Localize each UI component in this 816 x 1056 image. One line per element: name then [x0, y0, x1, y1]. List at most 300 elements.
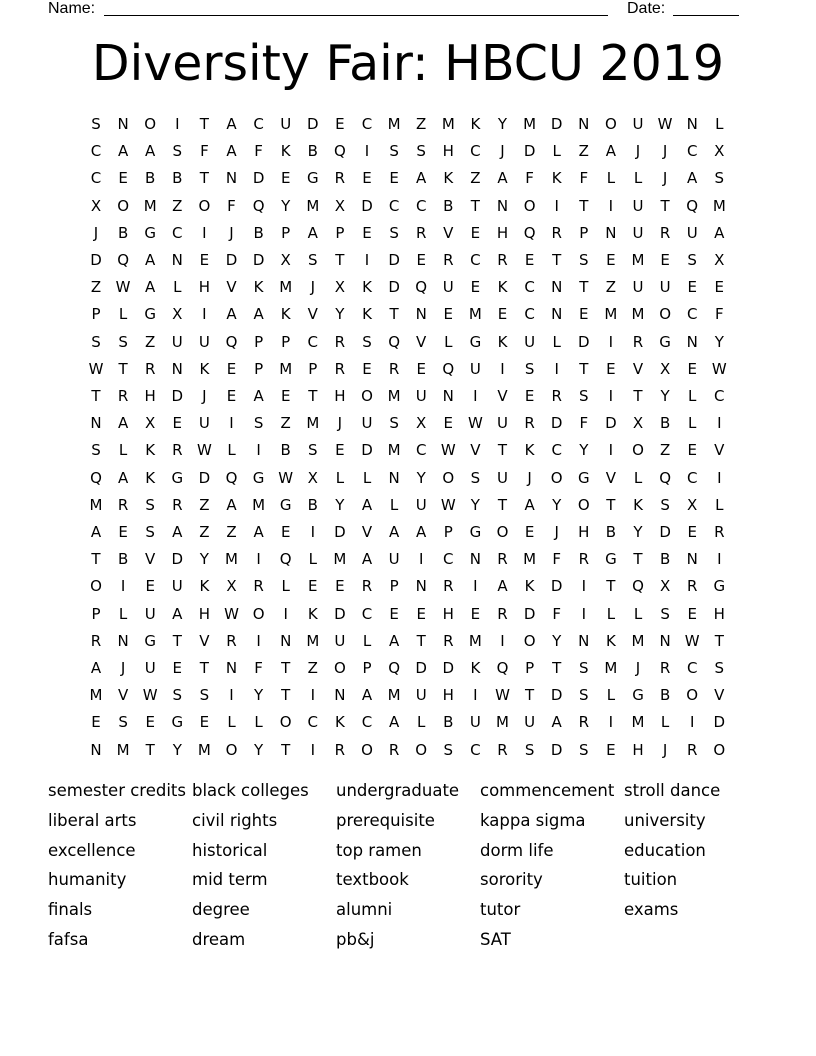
grid-letter: C [307, 713, 319, 732]
grid-letter: D [388, 251, 400, 269]
grid-letter: W [711, 359, 727, 378]
grid-letter: L [606, 686, 616, 705]
grid-letter: I [283, 604, 288, 623]
grid-letter: S [687, 251, 697, 269]
grid-letter: C [388, 196, 400, 215]
grid-letter: J [310, 278, 316, 297]
grid-letter: I [120, 577, 126, 596]
grid-letter: Q [442, 359, 455, 378]
grid-letter: G [605, 550, 617, 569]
grid-row [0, 383, 816, 410]
grid-letter: L [335, 468, 345, 487]
word-bank-item: undergraduate [336, 781, 460, 800]
grid-letter: N [280, 631, 292, 650]
grid-letter: U [415, 495, 427, 514]
grid-letter: I [473, 686, 478, 705]
grid-letter: E [118, 169, 128, 188]
grid-letter: Z [172, 196, 183, 215]
grid-row [0, 546, 816, 573]
grid-letter: Z [90, 278, 102, 297]
grid-letter: E [280, 387, 291, 405]
grid-letter: X [632, 414, 644, 433]
grid-letter: L [308, 550, 317, 569]
grid-letter: V [145, 550, 156, 569]
grid-letter: A [388, 713, 400, 732]
grid-letter: P [254, 332, 264, 351]
grid-letter: O [198, 196, 211, 215]
grid-letter: U [469, 359, 481, 378]
grid-letter: R [388, 740, 400, 759]
grid-letter: T [281, 740, 291, 759]
grid-letter: A [714, 223, 725, 242]
grid-letter: X [714, 142, 725, 161]
grid-letter: E [172, 659, 183, 677]
grid-letter: S [579, 740, 589, 759]
grid-letter: N [551, 305, 563, 324]
grid-letter: D [361, 441, 373, 460]
grid-letter: J [229, 223, 234, 242]
grid-letter: E [660, 251, 670, 269]
grid-row [0, 193, 816, 220]
grid-letter: H [334, 387, 346, 405]
grid-letter: E [606, 359, 616, 378]
grid-letter: S [91, 441, 101, 460]
grid-letter: S [172, 686, 183, 705]
grid-letter: U [361, 414, 373, 433]
grid-letter: U [171, 577, 183, 596]
grid-letter: C [686, 142, 698, 161]
grid-letter: K [524, 441, 535, 460]
grid-letter: R [632, 332, 644, 351]
grid-letter: I [500, 631, 505, 650]
grid-letter: T [633, 387, 643, 405]
grid-letter: N [388, 468, 400, 487]
grid-letter: S [362, 332, 372, 351]
grid-letter: I [717, 550, 722, 569]
grid-letter: I [717, 468, 722, 487]
grid-letter: K [253, 278, 264, 297]
grid-row [0, 628, 816, 655]
grid-letter: F [200, 142, 209, 161]
grid-row [0, 573, 816, 600]
grid-letter: R [361, 577, 373, 596]
grid-row [0, 519, 816, 546]
grid-letter: Q [496, 659, 509, 677]
grid-letter: L [606, 604, 616, 623]
grid-letter: B [443, 713, 454, 732]
grid-letter: U [524, 332, 536, 351]
grid-letter: A [416, 523, 427, 541]
grid-letter: M [468, 631, 482, 650]
grid-letter: J [635, 142, 641, 161]
grid-letter: S [308, 441, 318, 460]
grid-letter: M [631, 305, 645, 324]
grid-letter: M [523, 550, 537, 569]
grid-letter: B [307, 142, 318, 161]
grid-letter: D [550, 740, 563, 759]
grid-letter: T [579, 278, 589, 297]
grid-letter: S [389, 414, 399, 433]
grid-letter: G [713, 577, 726, 596]
grid-letter: E [470, 604, 481, 623]
grid-letter: M [197, 740, 211, 759]
grid-letter: C [415, 196, 427, 215]
grid-letter: R [524, 414, 535, 433]
grid-letter: N [225, 659, 238, 677]
grid-letter: D [713, 713, 726, 732]
grid-letter: V [632, 359, 644, 378]
grid-letter: R [117, 387, 129, 405]
grid-letter: B [280, 441, 291, 460]
grid-letter: L [281, 577, 290, 596]
grid-letter: L [715, 115, 724, 133]
grid-letter: Y [552, 495, 562, 514]
date-blank-line[interactable] [673, 15, 739, 16]
grid-letter: R [172, 441, 183, 460]
grid-letter: R [226, 631, 237, 650]
grid-letter: L [118, 441, 128, 460]
grid-letter: E [199, 713, 210, 732]
page-title: Diversity Fair: HBCU 2019 [91, 35, 725, 92]
grid-letter: N [171, 359, 183, 378]
grid-letter: X [307, 468, 318, 487]
grid-letter: M [496, 713, 509, 732]
grid-letter: E [524, 387, 535, 405]
grid-letter: U [442, 278, 454, 297]
grid-letter: D [415, 659, 427, 677]
grid-letter: C [415, 441, 427, 460]
grid-letter: U [388, 550, 400, 569]
grid-letter: P [91, 604, 101, 623]
grid-letter: E [145, 577, 155, 596]
grid-letter: M [387, 387, 401, 405]
grid-letter: Q [632, 577, 644, 596]
grid-letter: P [443, 523, 453, 541]
grid-letter: S [389, 223, 399, 242]
grid-letter: C [686, 468, 698, 487]
grid-letter: E [335, 577, 345, 596]
grid-letter: C [714, 387, 725, 405]
grid-letter: R [659, 223, 671, 242]
grid-letter: E [280, 169, 291, 188]
grid-letter: D [659, 523, 671, 541]
grid-letter: S [253, 414, 264, 433]
grid-letter: Y [470, 495, 480, 514]
grid-letter: K [280, 305, 291, 324]
grid-letter: I [310, 686, 316, 705]
grid-letter: R [443, 631, 454, 650]
grid-letter: E [714, 278, 725, 297]
grid-letter: I [202, 223, 207, 242]
grid-letter: U [144, 604, 156, 623]
grid-letter: H [144, 387, 156, 405]
grid-letter: R [443, 251, 454, 269]
grid-letter: L [552, 142, 561, 161]
grid-letter: L [118, 604, 128, 623]
word-bank-item: civil rights [192, 810, 278, 830]
grid-letter: N [415, 577, 427, 596]
grid-row [0, 301, 816, 328]
grid-letter: I [175, 115, 180, 133]
grid-letter: M [89, 495, 103, 514]
grid-letter: B [117, 223, 129, 242]
grid-letter: Z [199, 495, 210, 514]
grid-letter: U [686, 223, 698, 242]
grid-letter: T [497, 495, 508, 514]
grid-letter: P [91, 305, 101, 324]
grid-row [0, 138, 816, 165]
grid-letter: L [362, 631, 372, 650]
grid-letter: R [144, 359, 156, 378]
grid-letter: T [579, 196, 589, 215]
grid-row [0, 220, 816, 247]
grid-letter: L [633, 468, 643, 487]
grid-letter: X [334, 196, 346, 215]
grid-letter: K [199, 577, 210, 596]
grid-letter: N [496, 196, 509, 215]
grid-letter: R [659, 659, 671, 677]
grid-letter: I [608, 387, 614, 405]
grid-row [0, 737, 816, 764]
grid-letter: U [198, 414, 210, 433]
grid-letter: T [633, 550, 643, 569]
grid-letter: Q [659, 468, 671, 487]
grid-letter: P [389, 577, 399, 596]
grid-letter: D [90, 251, 102, 269]
grid-letter: A [145, 251, 156, 269]
grid-letter: T [199, 115, 209, 133]
grid-letter: L [660, 713, 670, 732]
grid-letter: P [281, 332, 291, 351]
grid-letter: V [199, 631, 210, 650]
grid-letter: N [117, 631, 129, 650]
grid-letter: J [635, 659, 641, 677]
grid-letter: C [686, 305, 698, 324]
grid-letter: W [142, 686, 158, 705]
grid-letter: O [496, 523, 509, 541]
grid-letter: N [605, 223, 617, 242]
grid-letter: I [256, 441, 261, 460]
grid-letter: M [387, 441, 401, 460]
grid-letter: T [172, 631, 182, 650]
grid-row [0, 655, 816, 682]
grid-letter: T [281, 659, 291, 677]
grid-letter: G [279, 495, 292, 514]
grid-letter: Z [280, 414, 291, 433]
grid-letter: O [90, 577, 102, 596]
grid-letter: Z [605, 278, 617, 297]
grid-letter: I [581, 577, 587, 596]
grid-letter: X [714, 251, 725, 269]
grid-letter: M [604, 305, 618, 324]
grid-letter: U [171, 332, 183, 351]
word-bank-item: SAT [480, 930, 511, 949]
grid-letter: Y [281, 196, 291, 215]
grid-letter: G [469, 523, 482, 541]
grid-letter: B [117, 550, 129, 569]
grid-letter: B [307, 495, 318, 514]
grid-letter: E [606, 740, 616, 759]
grid-letter: A [226, 305, 237, 324]
grid-letter: O [632, 441, 644, 460]
grid-letter: M [143, 196, 157, 215]
grid-letter: I [500, 359, 505, 378]
grid-letter: O [523, 196, 536, 215]
grid-letter: I [608, 196, 614, 215]
grid-letter: C [90, 142, 102, 161]
word-bank-item: fafsa [48, 930, 89, 949]
grid-letter: E [524, 251, 535, 269]
grid-letter: T [660, 196, 670, 215]
grid-letter: S [91, 332, 101, 351]
word-bank-item: black colleges [192, 781, 309, 800]
grid-letter: C [524, 305, 535, 324]
grid-letter: I [364, 251, 370, 269]
grid-letter: A [253, 523, 264, 541]
grid-letter: U [632, 196, 644, 215]
grid-letter: O [577, 495, 590, 514]
grid-letter: L [362, 468, 372, 487]
grid-letter: E [280, 523, 291, 541]
grid-letter: C [470, 142, 481, 161]
grid-letter: A [90, 523, 102, 541]
grid-letter: H [198, 604, 211, 623]
grid-letter: O [550, 468, 563, 487]
grid-letter: J [662, 740, 668, 759]
grid-row [0, 410, 816, 437]
grid-letter: M [631, 631, 645, 650]
word-bank-item: prerequisite [336, 810, 435, 830]
grid-letter: O [604, 115, 617, 133]
grid-letter: D [605, 414, 617, 433]
grid-letter: O [713, 740, 726, 759]
grid-letter: E [687, 359, 697, 378]
grid-letter: A [497, 169, 508, 188]
grid-letter: K [470, 115, 481, 133]
grid-letter: S [714, 659, 725, 677]
grid-letter: Q [225, 332, 238, 351]
grid-letter: N [578, 631, 590, 650]
grid-letter: I [310, 740, 316, 759]
grid-letter: F [714, 305, 724, 324]
grid-letter: E [362, 223, 372, 242]
grid-letter: R [686, 740, 698, 759]
grid-letter: R [714, 523, 725, 541]
grid-letter: N [686, 550, 698, 569]
grid-letter: H [713, 604, 725, 623]
name-blank-line[interactable] [104, 15, 608, 16]
grid-letter: B [659, 414, 671, 433]
grid-letter: I [473, 577, 478, 596]
grid-letter: D [225, 251, 238, 269]
grid-letter: R [172, 495, 183, 514]
grid-letter: S [145, 523, 155, 541]
grid-letter: E [145, 713, 155, 732]
grid-letter: F [254, 659, 263, 677]
grid-letter: R [253, 577, 264, 596]
grid-letter: J [554, 523, 559, 541]
grid-letter: K [470, 659, 481, 677]
grid-letter: D [171, 550, 184, 569]
grid-letter: C [307, 332, 319, 351]
grid-letter: Q [388, 332, 400, 351]
grid-letter: X [416, 414, 427, 433]
grid-letter: D [550, 577, 563, 596]
grid-letter: H [442, 604, 454, 623]
grid-letter: E [362, 169, 372, 188]
grid-letter: J [93, 223, 99, 242]
grid-letter: S [579, 686, 589, 705]
word-bank-item: tutor [480, 900, 521, 920]
grid-letter: M [631, 251, 645, 269]
grid-letter: P [281, 223, 291, 242]
grid-letter: K [280, 142, 291, 161]
grid-letter: D [550, 686, 563, 705]
grid-letter: O [686, 686, 699, 705]
grid-letter: A [361, 495, 373, 514]
grid-letter: I [473, 387, 478, 405]
grid-letter: Y [579, 441, 589, 460]
grid-letter: M [712, 196, 726, 215]
grid-letter: U [144, 659, 156, 677]
grid-row [0, 682, 816, 709]
grid-letter: O [279, 713, 292, 732]
grid-letter: J [120, 659, 126, 677]
grid-letter: R [334, 359, 346, 378]
grid-letter: G [144, 223, 156, 242]
grid-letter: Z [659, 441, 671, 460]
grid-letter: E [226, 387, 237, 405]
grid-letter: M [306, 196, 320, 215]
grid-letter: L [173, 278, 182, 297]
grid-letter: T [497, 441, 508, 460]
grid-letter: S [524, 740, 535, 759]
grid-letter: G [469, 332, 482, 351]
grid-letter: P [362, 659, 372, 677]
grid-letter: F [579, 414, 589, 433]
grid-letter: Z [145, 332, 156, 351]
grid-letter: V [307, 305, 318, 324]
grid-letter: M [116, 740, 130, 759]
word-bank-item: finals [48, 900, 93, 920]
grid-row [0, 465, 816, 492]
grid-letter: C [686, 659, 698, 677]
grid-letter: N [578, 115, 590, 133]
grid-letter: A [361, 686, 373, 705]
grid-letter: H [198, 278, 211, 297]
grid-letter: Q [279, 550, 292, 569]
grid-letter: D [523, 604, 536, 623]
grid-letter: R [497, 740, 508, 759]
grid-letter: Z [470, 169, 481, 188]
grid-letter: G [144, 631, 156, 650]
grid-letter: C [470, 251, 481, 269]
grid-letter: D [307, 115, 319, 133]
grid-letter: T [335, 251, 345, 269]
grid-letter: M [306, 631, 320, 650]
grid-letter: B [659, 550, 671, 569]
grid-letter: T [525, 686, 535, 705]
grid-letter: E [389, 604, 399, 623]
grid-letter: U [334, 631, 346, 650]
grid-letter: F [552, 550, 561, 569]
grid-letter: L [552, 332, 561, 351]
grid-letter: X [659, 577, 671, 596]
grid-letter: M [631, 713, 645, 732]
date-label: Date: [627, 0, 666, 17]
grid-letter: W [657, 115, 673, 133]
grid-letter: H [578, 523, 590, 541]
